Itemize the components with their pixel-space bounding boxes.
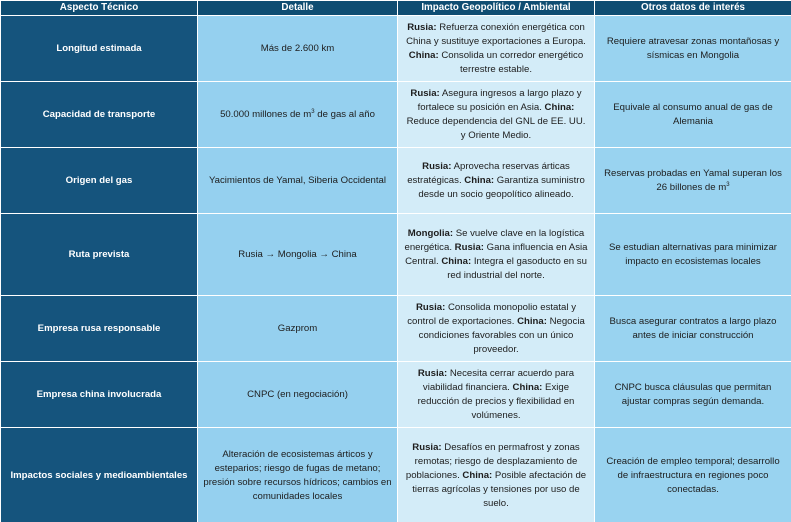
other-cell: CNPC busca cláusulas que permitan ajustar compras según demanda.: [595, 362, 791, 428]
actor-label: China:: [441, 255, 472, 267]
actor-label: Rusia:: [454, 241, 484, 253]
actor-label: Mongolia:: [407, 227, 454, 239]
other-cell: Creación de empleo temporal; desarrollo de infraestructura en regiones poco conectadas.: [595, 428, 791, 522]
table-row: [1, 16, 791, 82]
impact-cell: [398, 362, 595, 428]
other-cell: Busca asegurar contratos a largo plazo antes de iniciar construcción: [595, 296, 791, 362]
impact-cell: [398, 214, 595, 296]
detail-text: de gas al año: [314, 108, 375, 120]
detail-text: 50.000 millones de m: [220, 108, 312, 120]
superscript: 3: [726, 181, 730, 188]
impact-cell: [398, 16, 595, 82]
impact-text: Garantiza suministro desde un socio geopolítico alineado.: [418, 174, 585, 200]
superscript: 3: [311, 108, 315, 115]
impact-cell: [398, 428, 595, 522]
table-row: [1, 214, 791, 296]
impact-cell: [398, 148, 595, 214]
actor-label: Rusia:: [410, 87, 440, 99]
other-text: Reservas probadas en Yamal superan los 26 billones de m: [604, 167, 782, 193]
aspect-cell: Longitud estimada: [1, 16, 198, 82]
aspect-cell: Empresa rusa responsable: [1, 296, 198, 362]
table-row: [1, 82, 791, 148]
actor-label: China:: [544, 101, 575, 113]
header-other: Otros datos de interés: [595, 1, 791, 16]
impact-text: Exige reducción de precios y flexibilidad en volúmenes.: [417, 381, 575, 421]
impact-text: Refuerza conexión energética con China y sustituye exportaciones a Europa.: [406, 21, 586, 47]
impact-text: Integra el gasoducto en su red industrial del norte.: [447, 255, 587, 281]
impact-cell: [398, 82, 595, 148]
actor-label: Rusia:: [422, 160, 452, 172]
detail-cell: Alteración de ecosistemas árticos y esteparios; riesgo de fugas de metano; presión sobre recursos hídricos; cambios en comunidades locales: [198, 428, 398, 522]
actor-label: China:: [408, 49, 439, 61]
header-impact: Impacto Geopolítico / Ambiental: [398, 1, 595, 16]
table-row: [1, 296, 791, 362]
aspect-cell: Impactos sociales y medioambientales: [1, 428, 198, 522]
impact-text: Negocia condiciones favorables con un único proveedor.: [418, 315, 585, 355]
impact-text: Consolida monopolio estatal y control de exportaciones.: [407, 301, 576, 327]
aspect-cell: Ruta prevista: [1, 214, 198, 296]
detail-cell: [198, 82, 398, 148]
impact-cell: [398, 296, 595, 362]
impact-text: Se vuelve clave en la logística energética.: [404, 227, 585, 253]
header-row: [1, 1, 791, 16]
impact-text: Aprovecha reservas árticas estratégicas.: [407, 160, 570, 186]
detail-cell: CNPC (en negociación): [198, 362, 398, 428]
detail-cell: Yacimientos de Yamal, Siberia Occidental: [198, 148, 398, 214]
other-cell: Se estudian alternativas para minimizar impacto en ecosistemas locales: [595, 214, 791, 296]
aspect-cell: Empresa china involucrada: [1, 362, 198, 428]
actor-label: Rusia:: [416, 301, 446, 313]
table-row: [1, 148, 791, 214]
actor-label: Rusia:: [417, 367, 448, 379]
impact-text: Desafíos en permafrost y zonas remotas; riesgo de desplazamiento de poblaciones.: [405, 441, 580, 481]
actor-label: China:: [462, 469, 493, 481]
other-cell: [595, 148, 791, 214]
header-detail: Detalle: [198, 1, 398, 16]
actor-label: China:: [517, 315, 547, 327]
table-row: [1, 428, 791, 522]
header-aspect: Aspecto Técnico: [1, 1, 198, 16]
aspect-cell: Capacidad de transporte: [1, 82, 198, 148]
impact-text: Posible afectación de tierras agrícolas y tensiones por uso de suelo.: [412, 469, 587, 509]
impact-text: Asegura ingresos a largo plazo y fortalece su posición en Asia.: [417, 87, 582, 113]
detail-cell: Más de 2.600 km: [198, 16, 398, 82]
detail-cell: Rusia → Mongolia → China: [198, 214, 398, 296]
actor-label: China:: [464, 174, 495, 186]
aspect-cell: Origen del gas: [1, 148, 198, 214]
other-cell: Requiere atravesar zonas montañosas y sísmicas en Mongolia: [595, 16, 791, 82]
impact-text: Gana influencia en Asia Central.: [405, 241, 588, 267]
other-cell: Equivale al consumo anual de gas de Alemania: [595, 82, 791, 148]
detail-cell: Gazprom: [198, 296, 398, 362]
table-row: [1, 362, 791, 428]
actor-label: Rusia:: [412, 441, 442, 453]
impact-text: Necesita cerrar acuerdo para viabilidad financiera.: [422, 367, 575, 393]
actor-label: Rusia:: [407, 21, 437, 33]
impact-text: Reduce dependencia del GNL de EE. UU. y Oriente Medio.: [406, 115, 586, 141]
impact-text: Consolida un corredor energético terrestre estable.: [438, 49, 584, 75]
actor-label: China:: [512, 381, 543, 393]
